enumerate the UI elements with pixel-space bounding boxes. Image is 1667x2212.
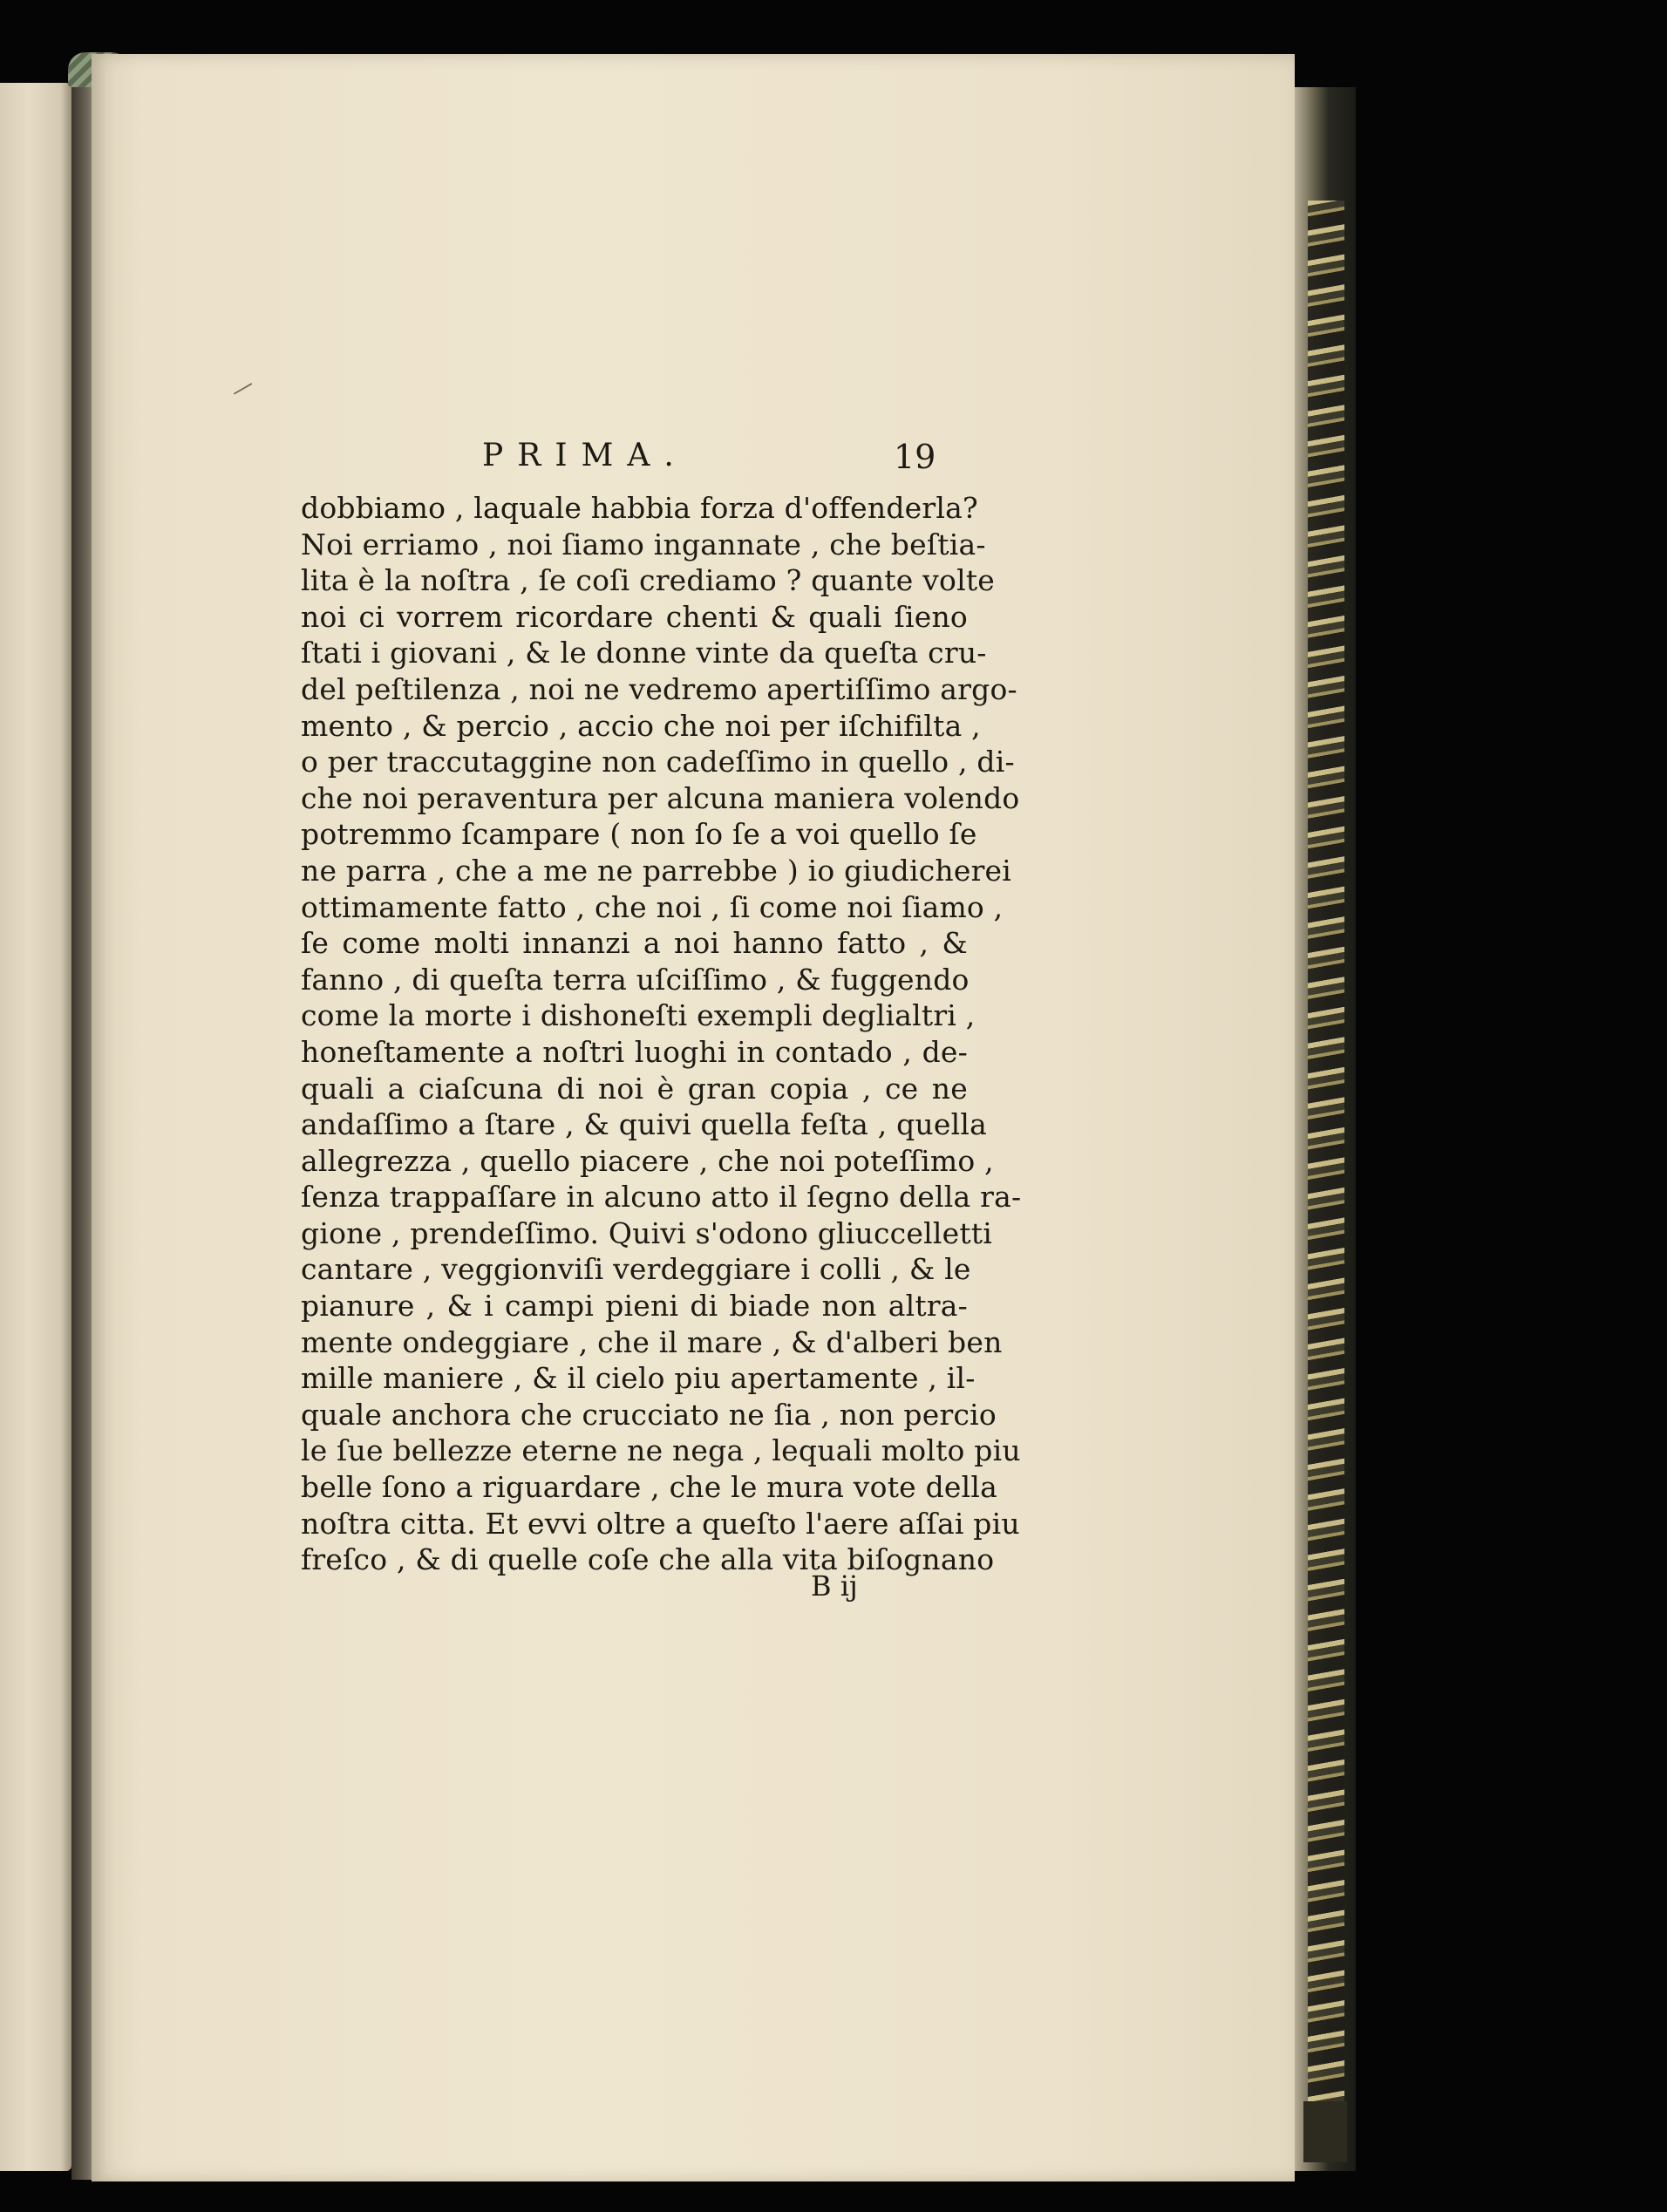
- text-line: mento , & percio , accio che noi per iſchifilta ,: [301, 708, 981, 743]
- previous-page-edge: [0, 83, 71, 2171]
- text-line: mille maniere , & il cielo piu apertamente , il-: [301, 1361, 976, 1396]
- signature-mark: B ij: [811, 1569, 858, 1603]
- text-line: andaſſimo a ſtare , & quivi quella feſta , quella: [301, 1107, 987, 1142]
- text-line: fanno , di queſta terra uſciſſimo , & fuggendo: [301, 962, 970, 997]
- binding-corner: [1303, 2101, 1347, 2162]
- text-line: noſtra citta. Et evvi oltre a queſto l'aere aſſai piu: [301, 1506, 1020, 1541]
- text-line: ottimamente fatto , che noi , ſi come noi ſiamo ,: [301, 889, 1004, 924]
- text-line: gione , prendeſſimo. Quivi s'odono gliuccelletti: [301, 1215, 992, 1250]
- running-head: [301, 436, 968, 488]
- text-line: che noi peraventura per alcuna maniera volendo: [301, 780, 1020, 815]
- text-line: lita è la noſtra , ſe coſi crediamo ? quante volte: [301, 563, 996, 598]
- text-line: del peſtilenza , noi ne vedremo apertiſſimo argo-: [301, 671, 1017, 706]
- ink-mark: —: [226, 371, 259, 405]
- text-line: ſtati i giovani , & le donne vinte da queſta cru-: [301, 636, 987, 670]
- text-line: potremmo ſcampare ( non ſo ſe a voi quello ſe: [301, 817, 977, 852]
- text-line: ſe come molti innanzi a noi hanno fatto , &: [301, 926, 968, 961]
- body-text: [301, 490, 1022, 1578]
- text-line: Noi erriamo , noi ſiamo ingannate , che beſtia-: [301, 527, 986, 562]
- text-line: honeſtamente a noſtri luoghi in contado , de-: [301, 1034, 968, 1069]
- text-line: ſenza trappaſſare in alcuno atto il ſegno della ra-: [301, 1180, 1022, 1215]
- text-line: freſco , & di quelle coſe che alla vita biſognano: [301, 1542, 995, 1577]
- text-line: belle ſono a riguardare , che le mura vote della: [301, 1470, 998, 1505]
- text-line: le ſue bellezze eterne ne nega , lequali molto piu: [301, 1433, 1021, 1468]
- text-line: noi ci vorrem ricordare chenti & quali ſieno: [301, 599, 968, 634]
- text-line: come la morte i dishoneſti exempli deglialtri ,: [301, 998, 976, 1033]
- text-line: dobbiamo , laquale habbia forza d'offenderla?: [301, 491, 978, 525]
- text-line: quale anchora che crucciato ne ſia , non percio: [301, 1397, 997, 1432]
- page-text-block: [301, 436, 1022, 1603]
- text-line: ne parra , che a me ne parrebbe ) io giudicherei: [301, 853, 1012, 888]
- text-line: o per traccutaggine non cadeſſimo in quello , di-: [301, 745, 1015, 779]
- text-line: mente ondeggiare , che il mare , & d'alberi ben: [301, 1324, 1003, 1359]
- page-number: 19: [894, 438, 936, 476]
- text-line: quali a ciaſcuna di noi è gran copia , ce ne: [301, 1071, 968, 1106]
- running-head-title: PRIMA.: [482, 438, 688, 473]
- text-line: allegrezza , quello piacere , che noi poteſſimo ,: [301, 1143, 994, 1178]
- gilt-decoration: [1308, 201, 1344, 2101]
- text-line: cantare , veggionviſi verdeggiare i colli , & le: [301, 1252, 971, 1287]
- text-line: pianure , & i campi pieni di biade non altra-: [301, 1289, 968, 1324]
